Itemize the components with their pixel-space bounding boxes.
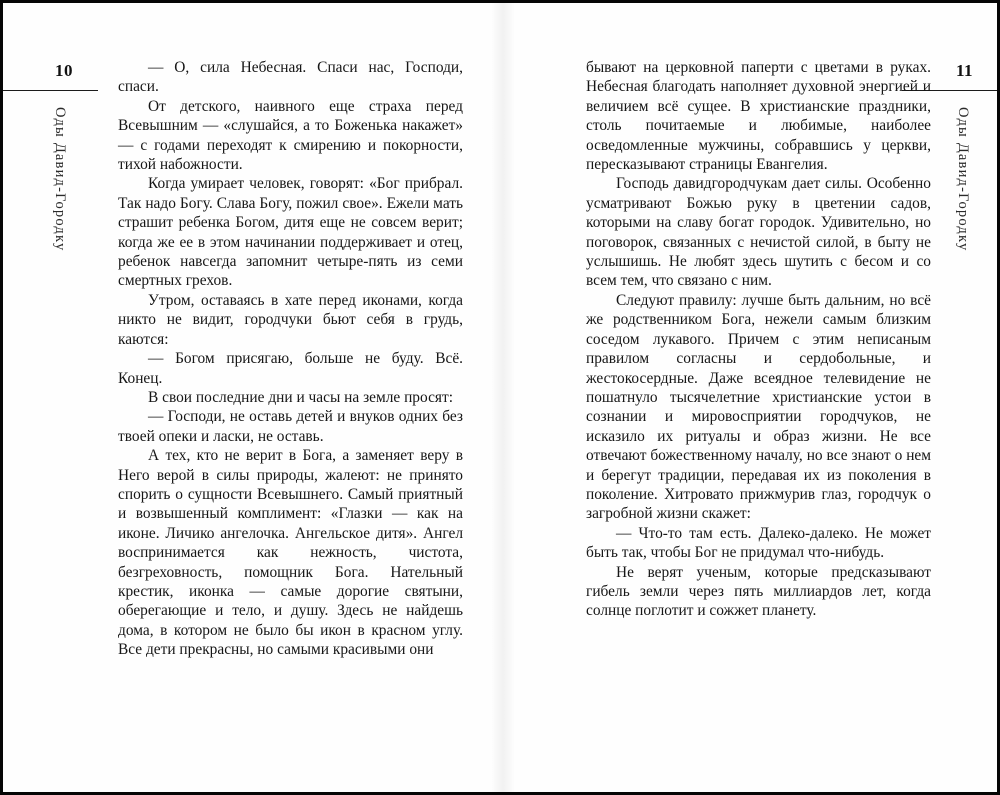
- paragraph: Утром, оставаясь в хате перед иконами, когда никто не видит, городчуки бьют себя в грудь, каются:: [118, 291, 463, 348]
- paragraph: Когда умирает человек, говорят: «Бог прибрал. Так надо Богу. Слава Богу, пожил свое». Ежели мать страшит ребенка Богом, дитя еще не совсем верит; когда же ее в этом начинании поддерживает и отец, ребенок навсегда запомнит четыре-пять из семи смертных грехов.: [118, 175, 463, 290]
- paragraph: Не верят ученым, которые предсказывают гибель земли через пять миллиардов лет, когда солнце поглотит и сожжет планету.: [586, 563, 931, 620]
- page-number-left: 10: [55, 61, 73, 80]
- margin-title-left: Оды Давид-Городку: [52, 107, 68, 252]
- page-number-right: 11: [955, 61, 973, 80]
- paragraph: В свои последние дни и часы на земле просят:: [148, 388, 453, 406]
- paragraph: — Господи, не оставь детей и внуков одних без твоей опеки и ласки, не оставь.: [118, 408, 463, 445]
- paragraph: Следуют правилу: лучше быть дальним, но всё же родственником Бога, нежели самым близким соседом лукавого. Причем с этим неписаным правилом согласны и сердобольные, и жестокосердные. Даже всеядное телевидение не пошатнуло тысячелетние христианские устои в сознании и мировосприятии городчуков, не исказило их ритуалы и образ жизни. Не все отвечают божественному началу, но все знают о нем и берегут традиции, передавая их из поколения в поколение. Хитровато прижмурив глаз, городчук о загробной жизни скажет:: [586, 291, 931, 523]
- margin-title-right: Оды Давид-Городку: [955, 107, 971, 252]
- page-gutter: [491, 3, 515, 792]
- paragraph: — Богом присягаю, больше не буду. Всё. Конец.: [118, 350, 463, 387]
- paragraph: — Что-то там есть. Далеко-далеко. Не может быть так, чтобы Бог не придумал что-нибудь.: [586, 524, 931, 562]
- left-page-text: [118, 58, 463, 660]
- paragraph: Господь давидгородчукам дает силы. Особенно усматривают Божью руку в цветении садов, которыми на славу богат городок. Удивительно, но поговорок, связанных с нечистой силой, в быту не услышишь. Не любят здесь шутить с бесом и со всем тем, что связано с ним.: [586, 175, 931, 290]
- header-rule-left: [3, 90, 98, 91]
- paragraph: От детского, наивного еще страха перед Всевышним — «слушайся, а то Боженька накажет» — с годами переходят к смирению и покорности, тихой набожности.: [118, 97, 463, 174]
- paragraph: — О, сила Небесная. Спаси нас, Господи, спаси.: [118, 59, 463, 96]
- paragraph: бывают на церковной паперти с цветами в руках. Небесная благодать наполняет духовной энергией и величием всё сущее. В христианские праздники, столь почитаемые и любимые, наиболее осведомленные мужчины, собравшись у церкви, пересказывают страницы Евангелия.: [586, 59, 931, 174]
- right-page-text: [586, 58, 931, 621]
- paragraph: А тех, кто не верит в Бога, а заменяет веру в Него верой в силы природы, жалеют: не принято спорить о сущности Всевышнего. Самый приятный и возвышенный комплимент: «Глазки — как на иконе. Личико ангелочка. Ангельское дитя». Ангел воспринимается как нежность, чистота, безгреховность, помощник Бога. Нательный крестик, иконка — самые дорогие святыни, оберегающие и тело, и душу. Здесь не найдешь дома, в котором не было бы икон в красном углу. Все дети прекрасны, но самыми красивыми они: [118, 447, 463, 659]
